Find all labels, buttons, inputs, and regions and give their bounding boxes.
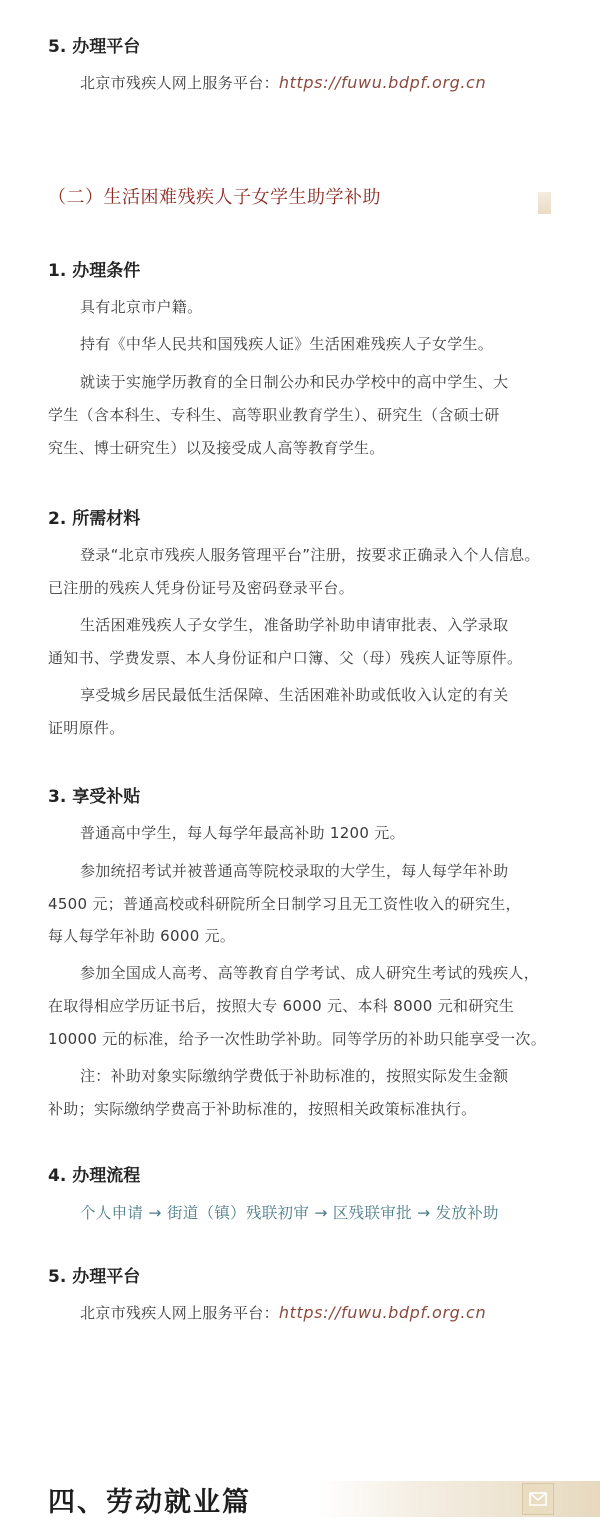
condition-text: 学生（含本科生、专科生、高等职业教育学生）、研究生（含硕士研 bbox=[48, 406, 500, 424]
subsidy-note: 注：补助对象实际缴纳学费低于补助标准的，按照实际发生金额 bbox=[80, 1067, 509, 1085]
heading-subsidy: 3. 享受补贴 bbox=[48, 787, 141, 807]
materials-text: 通知书、学费发票、本人身份证和户口簿、父（母）残疾人证等原件。 bbox=[48, 649, 523, 667]
materials-text: 享受城乡居民最低生活保障、生活困难补助或低收入认定的有关 bbox=[80, 686, 509, 704]
subsidy-text: 4500 元；普通高校或科研院所全日制学习且无工资性收入的研究生， bbox=[48, 895, 521, 913]
materials-text: 登录“北京市残疾人服务管理平台”注册，按要求正确录入个人信息。 bbox=[80, 546, 540, 564]
materials-text: 已注册的残疾人凭身份证号及密码登录平台。 bbox=[48, 579, 355, 597]
condition-text: 具有北京市户籍。 bbox=[80, 298, 203, 316]
subsidy-text: 10000 元的标准，给予一次性助学补助。同等学历的补助只能享受一次。 bbox=[48, 1030, 546, 1048]
subsidy-text: 在取得相应学历证书后，按照大专 6000 元、本科 8000 元和研究生 bbox=[48, 997, 515, 1015]
heading-materials: 2. 所需材料 bbox=[48, 509, 141, 529]
condition-text: 持有《中华人民共和国残疾人证》生活困难残疾人子女学生。 bbox=[80, 335, 494, 353]
mail-icon bbox=[522, 1483, 554, 1515]
condition-text: 就读于实施学历教育的全日制公办和民办学校中的高中学生、大 bbox=[80, 373, 509, 391]
subsidy-text: 参加统招考试并被普通高等院校录取的大学生，每人每学年补助 bbox=[80, 862, 509, 880]
subsidy-note: 补助；实际缴纳学费高于补助标准的，按照相关政策标准执行。 bbox=[48, 1100, 477, 1118]
platform-url-link[interactable]: https://fuwu.bdpf.org.cn bbox=[278, 73, 487, 92]
section-title: （二）生活困难残疾人子女学生助学补助 bbox=[48, 187, 381, 208]
subsidy-text: 每人每学年补助 6000 元。 bbox=[48, 927, 236, 945]
footer-decorative-band bbox=[318, 1481, 600, 1517]
decorative-box bbox=[538, 192, 551, 214]
platform-line bbox=[80, 1302, 486, 1323]
platform-line bbox=[80, 72, 486, 93]
heading-platform: 5. 办理平台 bbox=[48, 37, 141, 57]
materials-text: 生活困难残疾人子女学生，准备助学补助申请审批表、入学录取 bbox=[80, 616, 509, 634]
subsidy-text: 普通高中学生，每人每学年最高补助 1200 元。 bbox=[80, 824, 405, 842]
platform-label: 北京市残疾人网上服务平台： bbox=[80, 1304, 279, 1322]
platform-label: 北京市残疾人网上服务平台： bbox=[80, 74, 279, 92]
next-chapter-title: 四、劳动就业篇 bbox=[48, 1487, 251, 1518]
materials-text: 证明原件。 bbox=[48, 719, 125, 737]
process-flow: 个人申请 → 街道（镇）残联初审 → 区残联审批 → 发放补助 bbox=[80, 1204, 499, 1222]
heading-conditions: 1. 办理条件 bbox=[48, 261, 141, 281]
subsidy-text: 参加全国成人高考、高等教育自学考试、成人研究生考试的残疾人， bbox=[80, 964, 540, 982]
platform-url-link[interactable]: https://fuwu.bdpf.org.cn bbox=[278, 1303, 487, 1322]
heading-platform: 5. 办理平台 bbox=[48, 1267, 141, 1287]
heading-process: 4. 办理流程 bbox=[48, 1166, 141, 1186]
condition-text: 究生、博士研究生）以及接受成人高等教育学生。 bbox=[48, 439, 385, 457]
